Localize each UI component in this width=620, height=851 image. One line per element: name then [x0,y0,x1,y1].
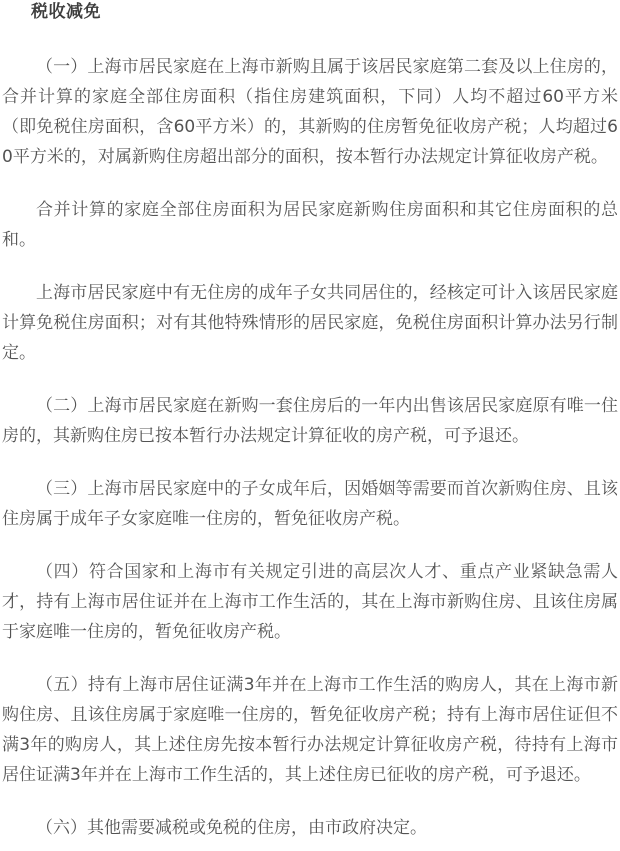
paragraph-5: （三）上海市居民家庭中的子女成年后，因婚姻等需要而首次新购住房、且该住房属于成年子女家庭唯一住房的，暂免征收房产税。 [2,479,618,529]
paragraph-8: （六）其他需要减税或免税的住房，由市政府决定。 [36,818,427,838]
paragraph-7: （五）持有上海市居住证满3年并在上海市工作生活的购房人，其在上海市新购住房、且该住房属于家庭唯一住房的，暂免征收房产税；持有上海市居住证但不满3年的购房人，其上述住房先按本暂行办法规定计算征收房产税，待持有上海市居住证满3年并在上海市工作生活的，其上述住房已征收的房产税，可予退还。 [2,675,618,785]
paragraph-2: 合并计算的家庭全部住房面积为居民家庭新购住房面积和其它住房面积的总和。 [2,200,618,250]
paragraph-6: （四）符合国家和上海市有关规定引进的高层次人才、重点产业紧缺急需人才，持有上海市居住证并在上海市工作生活的，其在上海市新购住房、且该住房属于家庭唯一住房的，暂免征收房产税。 [2,562,618,642]
paragraph-1: （一）上海市居民家庭在上海市新购且属于该居民家庭第二套及以上住房的，合并计算的家庭全部住房面积（指住房建筑面积，下同）人均不超过60平方米（即免税住房面积，含60平方米）的，其新购的住房暂免征收房产税；人均超过60平方米的，对属新购住房超出部分的面积，按本暂行办法规定计算征收房产税。 [2,57,618,167]
paragraph-3: 上海市居民家庭中有无住房的成年子女共同居住的，经核定可计入该居民家庭计算免税住房面积；对有其他特殊情形的居民家庭，免税住房面积计算办法另行制定。 [2,283,618,363]
paragraph-4: （二）上海市居民家庭在新购一套住房后的一年内出售该居民家庭原有唯一住房的，其新购住房已按本暂行办法规定计算征收的房产税，可予退还。 [2,396,618,446]
page-title: 税收减免 [31,2,101,22]
